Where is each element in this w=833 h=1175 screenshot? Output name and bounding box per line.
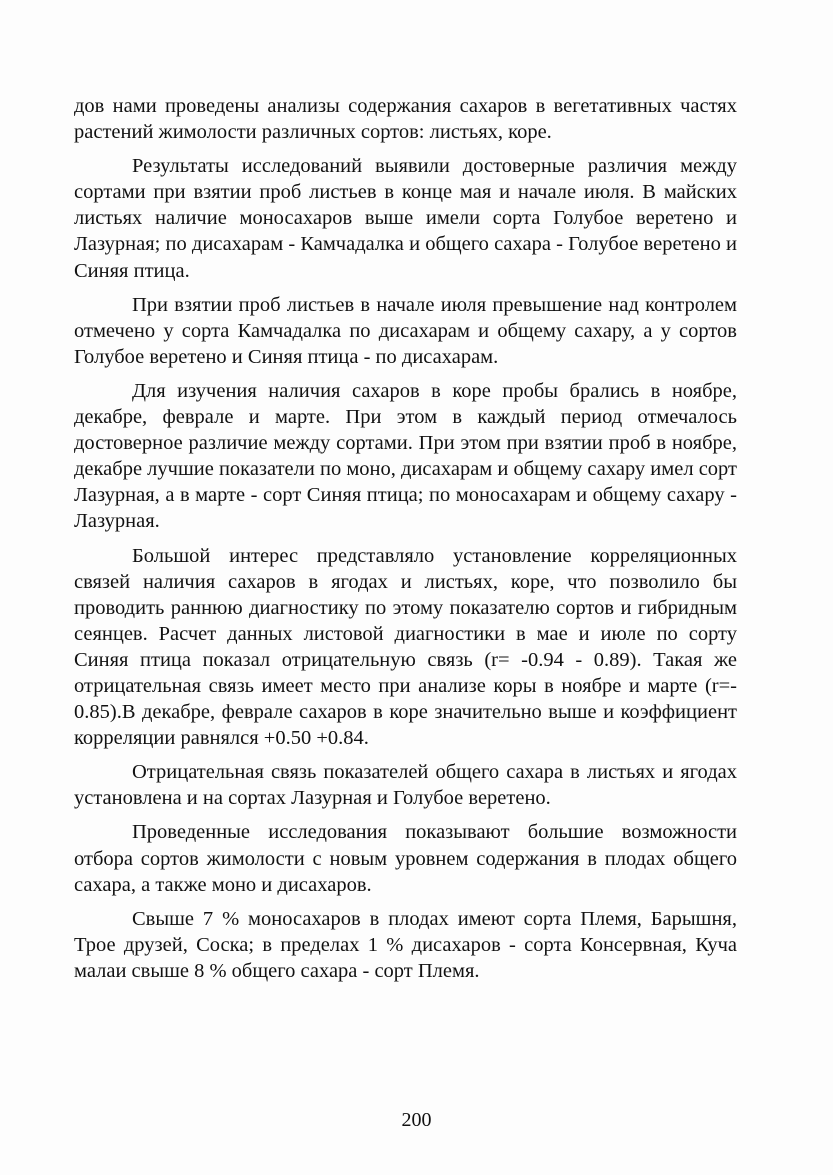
page-number: 200	[401, 1109, 432, 1131]
body-text	[74, 93, 737, 992]
paragraph-3: При взятии проб листьев в начале июля превышение над контролем отмечено у сорта Камчадалка по дисахарам и общему сахару, а у сортов Голубое веретено и Синяя птица - по дисахарам.	[74, 293, 737, 368]
paragraph-2: Результаты исследований выявили достоверные различия между сортами при взятии проб листьев в конце мая и начале июля. В майских листьях наличие моносахаров выше имели сорта Голубое веретено и Лазурная; по дисахарам - Камчадалка и общего сахара - Голубое веретено и Синяя птица.	[74, 155, 737, 282]
paragraph-5: Большой интерес представляло установление корреляционных связей наличия сахаров в ягодах и листьях, коре, что позволило бы проводить раннюю диагностику по этому показателю сортов и гибридным сеянцев. Расчет данных листовой диагностики в мае и июле по сорту Синяя птица показал отрицательную связь (r= -0.94 - 0.89). Такая же отрицательная связь имеет место при анализе коры в ноябре и марте (r=- 0.85).В декабре, феврале сахаров в коре значительно выше и коэффициент корреляции равнялся +0.50 +0.84.	[74, 544, 737, 750]
paragraph-4: Для изучения наличия сахаров в коре пробы брались в ноябре, декабре, феврале и марте. При этом в каждый период отмечалось достоверное различие между сортами. При этом при взятии проб в ноябре, декабре лучшие показатели по моно, дисахарам и общему сахару имел сорт Лазурная, а в марте - сорт Синяя птица; по моносахарам и общему сахару - Лазурная.	[74, 379, 737, 533]
paragraph-8: Свыше 7 % моносахаров в плодах имеют сорта Племя, Барышня, Трое друзей, Соска; в пределах 1 % дисахаров - сорта Консервная, Куча малаи свыше 8 % общего сахара - сорт Племя.	[74, 907, 737, 982]
paragraph-6: Отрицательная связь показателей общего сахара в листьях и ягодах установлена и на сортах Лазурная и Голубое веретено.	[74, 761, 737, 810]
paragraph-7: Проведенные исследования показывают большие возможности отбора сортов жимолости с новым уровнем содержания в плодах общего сахара, а также моно и дисахаров.	[74, 821, 737, 896]
paragraph-1: дов нами проведены анализы содержания сахаров в вегетативных частях растений жимолости различных сортов: листьях, коре.	[74, 95, 737, 144]
